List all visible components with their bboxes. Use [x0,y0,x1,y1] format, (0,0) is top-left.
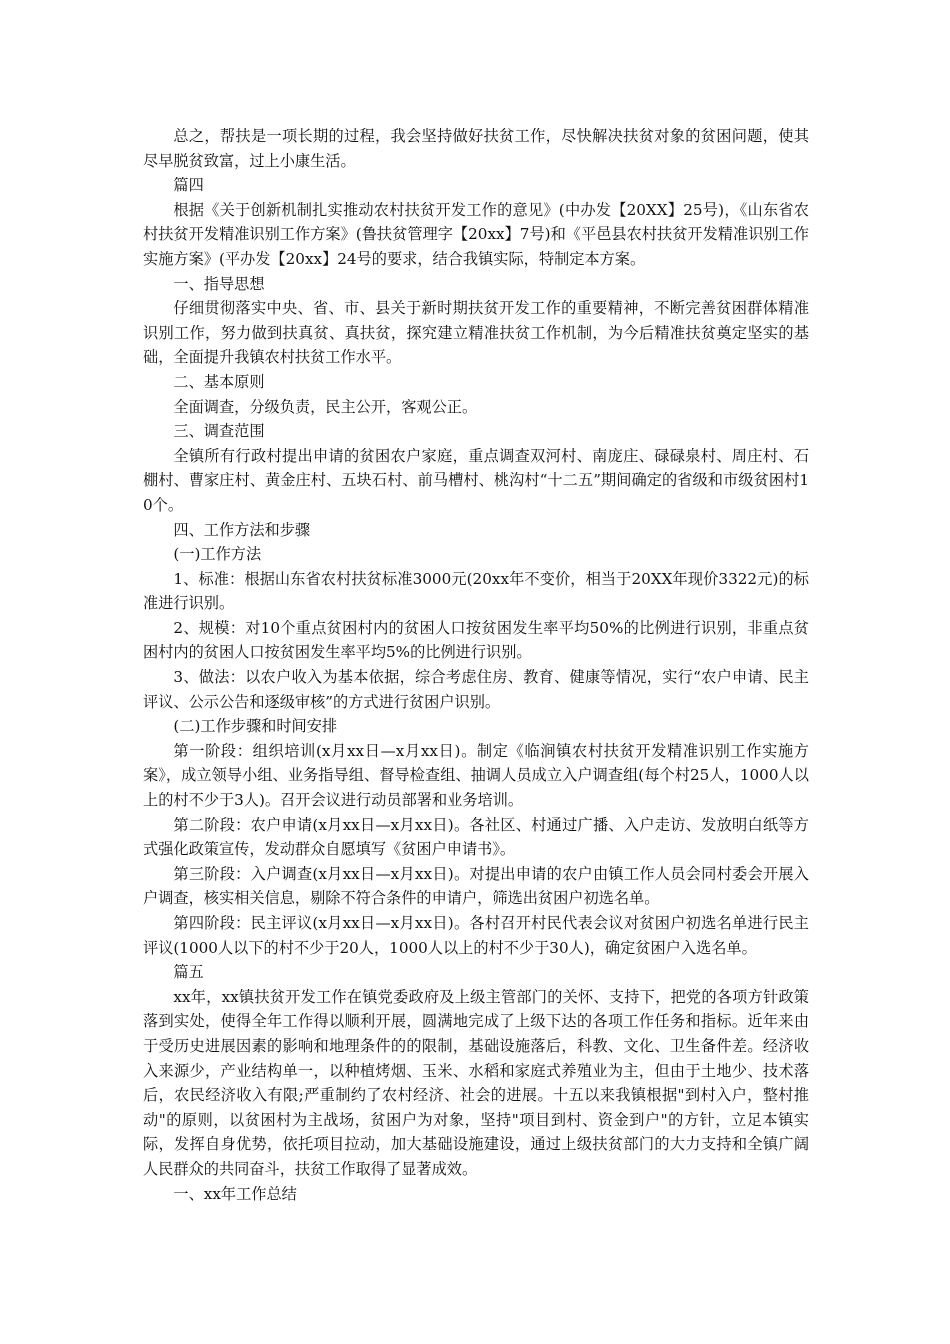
subheading-steps-schedule: (二)工作步骤和时间安排 [173,717,338,736]
document-page [143,124,809,1206]
paragraph-conclusion: 总之，帮扶是一项长期的过程，我会坚持做好扶贫工作，尽快解决扶贫对象的贫困问题，使其尽早脱贫致富，过上小康生活。 [143,127,809,170]
paragraph-approach: 3、做法：以农户收入为基本依据，综合考虑住房、教育、健康等情况，实行“农户申请、民主评议、公示公告和逐级审核”的方式进行贫困户识别。 [143,668,809,711]
section-heading-part-four: 篇四 [173,176,204,195]
paragraph-stage-four: 第四阶段：民主评议(x月xx日—x月xx日)。各村召开村民代表会议对贫困户初选名单进行民主评议(1000人以下的村不少于20人，1000人以上的村不少于30人)，确定贫困户入选名单。 [143,914,809,957]
paragraph-guiding-ideology: 仔细贯彻落实中央、省、市、县关于新时期扶贫开发工作的重要精神，不断完善贫困群体精准识别工作，努力做到扶真贫、真扶贫，探究建立精准扶贫工作机制，为今后精准扶贫奠定坚实的基础，全面提升我镇农村扶贫工作水平。 [143,299,809,367]
paragraph-stage-two: 第二阶段：农户申请(x月xx日—x月xx日)。各社区、村通过广播、入户走访、发放明白纸等方式强化政策宣传，发动群众自愿填写《贫困户申请书》。 [143,815,809,859]
paragraph-annual-overview: xx年，xx镇扶贫开发工作在镇党委政府及上级主管部门的关怀、支持下，把党的各项方针政策落到实处，使得全年工作得以顺利开展，圆满地完成了上级下达的各项工作任务和指标。近年来由于受历史进展因素的影响和地理条件的的限制，基础设施落后，科教、文化、卫生备件差。经济收入来源少，产业结构单一，以种植烤烟、玉米、水稻和家庭式养殖业为主，但由于土地少、技术落后，农民经济收入有限;严重制约了农村经济、社会的进展。十五以来我镇根据"到村入户，整村推动"的原则，以贫困村为主战场，贫困户为对象，坚持"项目到村、资金到户"的方针，立足本镇实际，发挥自身优势，依托项目拉动，加大基础设施建设，通过上级扶贫部门的大力支持和全镇广阔人民群众的共同奋斗，扶贫工作取得了显著成效。 [143,987,809,1178]
heading-annual-summary: 一、xx年工作总结 [173,1184,297,1203]
paragraph-basic-principles: 全面调查，分级负责，民主公开，客观公正。 [173,397,478,416]
paragraph-stage-one: 第一阶段：组织培训(x月xx日—x月xx日)。制定《临涧镇农村扶贫开发精准识别工作实施方案》，成立领导小组、业务指导组、督导检查组、抽调人员成立入户调查组(每个村25人，1000人以上的村不少于3人)。召开会议进行动员部署和业务培训。 [143,741,809,810]
heading-guiding-ideology: 一、指导思想 [173,274,265,293]
heading-methods-steps: 四、工作方法和步骤 [173,520,311,539]
section-heading-part-five: 篇五 [173,963,204,982]
paragraph-standard: 1、标准：根据山东省农村扶贫标准3000元(20xx年不变价，相当于20XX年现价3322元)的标准进行识别。 [143,569,809,613]
subheading-work-methods: (一)工作方法 [173,545,262,564]
paragraph-scale: 2、规模：对10个重点贫困村内的贫困人口按贫困发生率平均50%的比例进行识别，非重点贫困村内的贫困人口按贫困发生率平均5%的比例进行识别。 [143,618,809,662]
heading-basic-principles: 二、基本原则 [173,372,265,391]
paragraph-basis: 根据《关于创新机制扎实推动农村扶贫开发工作的意见》(中办发【20XX】25号)，《山东省农村扶贫开发精准识别工作方案》(鲁扶贫管理字【20xx】7号)和《平邑县农村扶贫开发精准识别工作实施方案》(平办发【20xx】24号的要求，结合我镇实际，特制定本方案。 [143,200,809,268]
paragraph-survey-scope: 全镇所有行政村提出申请的贫困农户家庭，重点调查双河村、南庞庄、碌碌泉村、周庄村、石棚村、曹家庄村、黄金庄村、五块石村、前马槽村、桃沟村“十二五”期间确定的省级和市级贫困村10个。 [143,446,809,514]
heading-survey-scope: 三、调查范围 [173,422,265,441]
paragraph-stage-three: 第三阶段：入户调查(x月xx日—x月xx日)。对提出申请的农户由镇工作人员会同村委会开展入户调查，核实相关信息，剔除不符合条件的申请户，筛选出贫困户初选名单。 [143,864,809,908]
